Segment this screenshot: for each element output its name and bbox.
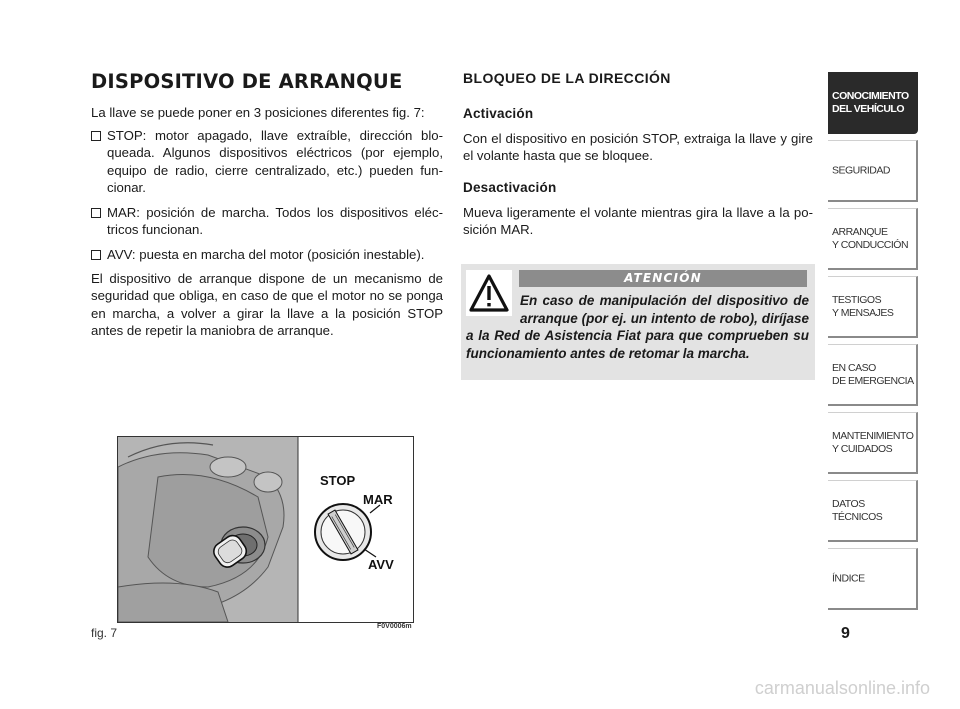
tab-label: SEGURIDAD: [832, 164, 890, 176]
figure-code: F0V0006m: [377, 623, 412, 630]
figure-label: fig. 7: [91, 626, 118, 640]
checkbox-bullet-icon: [91, 131, 101, 141]
list-item: [91, 127, 443, 197]
tab-label: CONOCIMIENTO DEL VEHÍCULO: [832, 90, 909, 115]
warning-heading: ATENCIÓN: [519, 270, 807, 287]
subsection-title: BLOQUEO DE LA DIRECCIÓN: [463, 70, 671, 86]
tab-label: EN CASO DE EMERGENCIA: [832, 361, 914, 387]
section-title: DISPOSITIVO DE ARRANQUE: [91, 70, 403, 93]
list-item-text: MAR: posición de marcha. Todos los dispositivos eléctricos funcionan.: [107, 205, 443, 238]
deactivation-heading: Desactivación: [463, 180, 557, 195]
list-item: [91, 246, 443, 263]
list-item-text: AVV: puesta en marcha del motor (posición inestable).: [107, 247, 425, 262]
intro-text: La llave se puede poner en 3 posiciones diferentes fig. 7:: [91, 105, 425, 120]
tab-testigos[interactable]: [828, 276, 918, 338]
tab-indice[interactable]: [828, 548, 918, 610]
ignition-illustration: [118, 437, 413, 622]
tab-emergencia[interactable]: [828, 344, 918, 406]
avv-label: AVV: [368, 557, 394, 572]
tab-label: TESTIGOS Y MENSAJES: [832, 293, 894, 319]
tab-datos-tecnicos[interactable]: [828, 480, 918, 542]
tab-label: DATOS TÉCNICOS: [832, 497, 883, 523]
list-item-text: STOP: motor apagado, llave extraíble, dirección bloqueada. Algunos dispositivos eléctricos (por ejemplo, equipo de radio, cierre centralizado, etc.) pueden funcionar.: [107, 128, 443, 196]
activation-text: Con el dispositivo en posición STOP, extraiga la llave y gire el volante hasta que se bloquee.: [463, 131, 813, 164]
list-item: [91, 204, 443, 239]
tab-mantenimiento[interactable]: [828, 412, 918, 474]
tab-label: ÍNDICE: [832, 572, 865, 584]
tab-arranque[interactable]: [828, 208, 918, 270]
ignition-figure: [117, 436, 414, 623]
tab-seguridad[interactable]: [828, 140, 918, 202]
tab-label: ARRANQUE Y CONDUCCIÓN: [832, 225, 909, 251]
deactivation-text: Mueva ligeramente el volante mientras gira la llave a la posición MAR.: [463, 205, 813, 238]
checkbox-bullet-icon: [91, 208, 101, 218]
page-number: 9: [841, 625, 850, 642]
stop-label: STOP: [320, 473, 356, 488]
activation-heading: Activación: [463, 106, 534, 121]
tab-conocimiento[interactable]: [828, 72, 918, 134]
watermark: carmanualsonline.info: [754, 678, 930, 698]
checkbox-bullet-icon: [91, 250, 101, 260]
tab-label: MANTENIMIENTO Y CUIDADOS: [832, 429, 914, 455]
warning-text: En caso de manipulación del dispositivo de arranque (por ej. un intento de robo), diríjase a la Red de Asistencia Fiat para que comprueben su funcionamiento antes de retomar la marcha.: [466, 293, 809, 361]
body-paragraph: El dispositivo de arranque dispone de un mecanismo de seguridad que obliga, en caso de que el motor no se ponga en marcha, a volver a girar la llave a la posición STOP antes de repetir la maniobra de arranque.: [91, 271, 443, 339]
mar-label: MAR: [363, 492, 393, 507]
